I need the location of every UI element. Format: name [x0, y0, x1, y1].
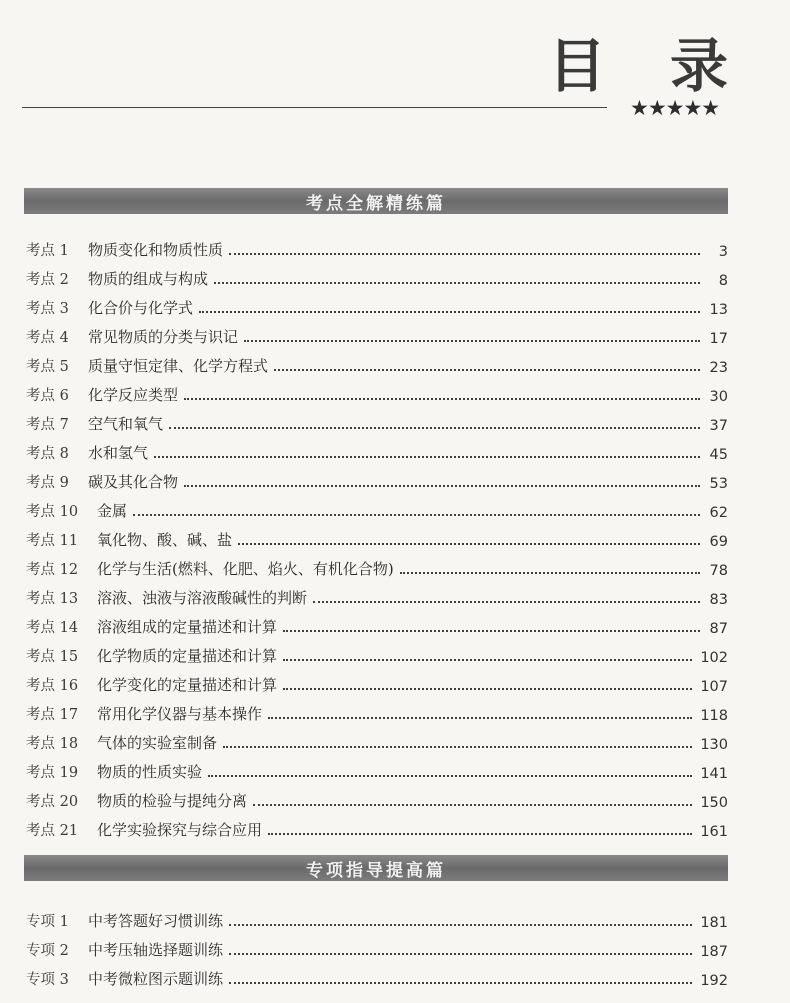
toc-entry-page: 8 [718, 273, 728, 289]
dot-leader [184, 398, 700, 400]
dot-leader [169, 427, 700, 429]
toc-entry-title: 碳及其化合物 [88, 473, 179, 491]
title-char-1: 目 [548, 32, 607, 100]
toc-list-1 [26, 231, 728, 840]
dot-leader [133, 514, 700, 516]
toc-entry-label: 考点 10 [26, 504, 79, 520]
toc-entry-title: 中考答题好习惯训练 [88, 912, 224, 930]
toc-entry[interactable] [26, 260, 728, 289]
toc-entry[interactable] [26, 318, 728, 347]
dot-leader [184, 485, 700, 487]
toc-entry-page: 23 [709, 360, 728, 376]
toc-entry[interactable] [26, 434, 728, 463]
toc-entry-label: 考点 9 [26, 475, 69, 491]
toc-entry-label: 考点 12 [26, 562, 79, 578]
toc-entry-title: 质量守恒定律、化学方程式 [88, 357, 269, 375]
toc-entry-page: 181 [700, 915, 728, 931]
toc-entry-label: 考点 5 [26, 359, 69, 375]
rating-stars: ★★★★★ [630, 96, 720, 120]
toc-entry[interactable] [26, 521, 728, 550]
toc-entry-label: 考点 18 [26, 736, 79, 752]
toc-entry-title: 中考压轴选择题训练 [88, 941, 224, 959]
toc-entry-label: 专项 3 [26, 972, 69, 988]
toc-entry[interactable] [26, 231, 728, 260]
toc-entry-label: 考点 21 [26, 823, 79, 839]
toc-entry-label: 考点 4 [26, 330, 69, 346]
toc-entry-page: 37 [709, 418, 728, 434]
toc-entry-title: 水和氢气 [88, 444, 149, 462]
toc-entry[interactable] [26, 289, 728, 318]
toc-entry[interactable] [26, 550, 728, 579]
dot-leader [283, 630, 700, 632]
toc-entry-label: 考点 8 [26, 446, 69, 462]
toc-entry-title: 物质的组成与构成 [88, 270, 209, 288]
toc-entry-page: 102 [700, 650, 728, 666]
toc-entry[interactable] [26, 463, 728, 492]
toc-entry-page: 187 [700, 944, 728, 960]
toc-entry[interactable] [26, 811, 728, 840]
toc-list-2 [26, 902, 728, 989]
toc-entry-label: 考点 19 [26, 765, 79, 781]
toc-entry-title: 溶液、浊液与溶液酸碱性的判断 [97, 589, 308, 607]
dot-leader [229, 924, 692, 926]
toc-entry-title: 化学与生活(燃料、化肥、焰火、有机化合物) [97, 560, 394, 578]
toc-entry-title: 化学反应类型 [88, 386, 179, 404]
dot-leader [208, 775, 692, 777]
toc-entry-page: 130 [700, 737, 728, 753]
toc-entry-title: 化学实验探究与综合应用 [97, 821, 263, 839]
dot-leader [400, 572, 700, 574]
toc-entry-page: 17 [709, 331, 728, 347]
section-title-1: 考点全解精练篇 [306, 193, 446, 214]
toc-entry-page: 87 [709, 621, 728, 637]
section-title-2: 专项指导提高篇 [306, 860, 446, 881]
toc-entry-label: 考点 20 [26, 794, 79, 810]
toc-entry-label: 考点 13 [26, 591, 79, 607]
toc-entry-title: 化学物质的定量描述和计算 [97, 647, 278, 665]
toc-entry[interactable] [26, 347, 728, 376]
toc-entry-title: 中考微粒图示题训练 [88, 970, 224, 988]
dot-leader [229, 253, 700, 255]
toc-entry[interactable] [26, 637, 728, 666]
toc-entry-label: 考点 14 [26, 620, 79, 636]
toc-entry[interactable] [26, 376, 728, 405]
toc-entry-page: 118 [700, 708, 728, 724]
toc-entry[interactable] [26, 931, 728, 960]
section-header-1 [24, 188, 728, 214]
toc-entry-label: 专项 1 [26, 914, 69, 930]
dot-leader [214, 282, 700, 284]
toc-entry-page: 45 [709, 447, 728, 463]
toc-entry-label: 专项 2 [26, 943, 69, 959]
toc-entry[interactable] [26, 579, 728, 608]
toc-entry-page: 107 [700, 679, 728, 695]
toc-entry[interactable] [26, 695, 728, 724]
toc-entry-page: 62 [709, 505, 728, 521]
dot-leader [238, 543, 700, 545]
toc-entry-title: 常见物质的分类与识记 [88, 328, 239, 346]
toc-entry-title: 化合价与化学式 [88, 299, 194, 317]
dot-leader [229, 982, 692, 984]
toc-entry[interactable] [26, 666, 728, 695]
dot-leader [268, 833, 692, 835]
title-rule [22, 107, 607, 108]
toc-entry-label: 考点 15 [26, 649, 79, 665]
dot-leader [199, 311, 700, 313]
toc-entry-label: 考点 11 [26, 533, 79, 549]
dot-leader [244, 340, 700, 342]
toc-entry-label: 考点 3 [26, 301, 69, 317]
dot-leader [274, 369, 700, 371]
toc-entry[interactable] [26, 902, 728, 931]
toc-entry-page: 3 [718, 244, 728, 260]
toc-entry-title: 空气和氧气 [88, 415, 164, 433]
dot-leader [154, 456, 700, 458]
toc-entry-page: 161 [700, 824, 728, 840]
toc-entry-label: 考点 1 [26, 243, 69, 259]
dot-leader [283, 659, 692, 661]
toc-entry-page: 83 [709, 592, 728, 608]
toc-entry[interactable] [26, 608, 728, 637]
dot-leader [268, 717, 692, 719]
page-title [548, 26, 728, 100]
toc-entry-title: 物质变化和物质性质 [88, 241, 224, 259]
toc-entry[interactable] [26, 724, 728, 753]
toc-entry-title: 金属 [97, 502, 128, 520]
dot-leader [283, 688, 692, 690]
toc-entry-title: 常用化学仪器与基本操作 [97, 705, 263, 723]
toc-entry[interactable] [26, 782, 728, 811]
toc-entry-page: 30 [709, 389, 728, 405]
toc-entry-page: 150 [700, 795, 728, 811]
dot-leader [313, 601, 700, 603]
toc-entry-title: 化学变化的定量描述和计算 [97, 676, 278, 694]
toc-entry-label: 考点 6 [26, 388, 69, 404]
toc-entry-title: 物质的检验与提纯分离 [97, 792, 248, 810]
toc-entry-page: 69 [709, 534, 728, 550]
toc-entry-title: 物质的性质实验 [97, 763, 203, 781]
title-char-2: 录 [669, 32, 728, 100]
toc-entry[interactable] [26, 405, 728, 434]
toc-entry-page: 53 [709, 476, 728, 492]
toc-entry-title: 溶液组成的定量描述和计算 [97, 618, 278, 636]
toc-entry[interactable] [26, 492, 728, 521]
toc-entry-page: 192 [700, 973, 728, 989]
toc-entry-label: 考点 17 [26, 707, 79, 723]
toc-entry-page: 13 [709, 302, 728, 318]
toc-entry-page: 78 [709, 563, 728, 579]
toc-entry-title: 氧化物、酸、碱、盐 [97, 531, 233, 549]
dot-leader [253, 804, 692, 806]
toc-entry[interactable] [26, 753, 728, 782]
dot-leader [229, 953, 692, 955]
toc-entry[interactable] [26, 960, 728, 989]
toc-entry-title: 气体的实验室制备 [97, 734, 218, 752]
section-header-2 [24, 855, 728, 881]
dot-leader [223, 746, 692, 748]
toc-entry-label: 考点 7 [26, 417, 69, 433]
toc-entry-label: 考点 16 [26, 678, 79, 694]
toc-entry-page: 141 [700, 766, 728, 782]
toc-entry-label: 考点 2 [26, 272, 69, 288]
